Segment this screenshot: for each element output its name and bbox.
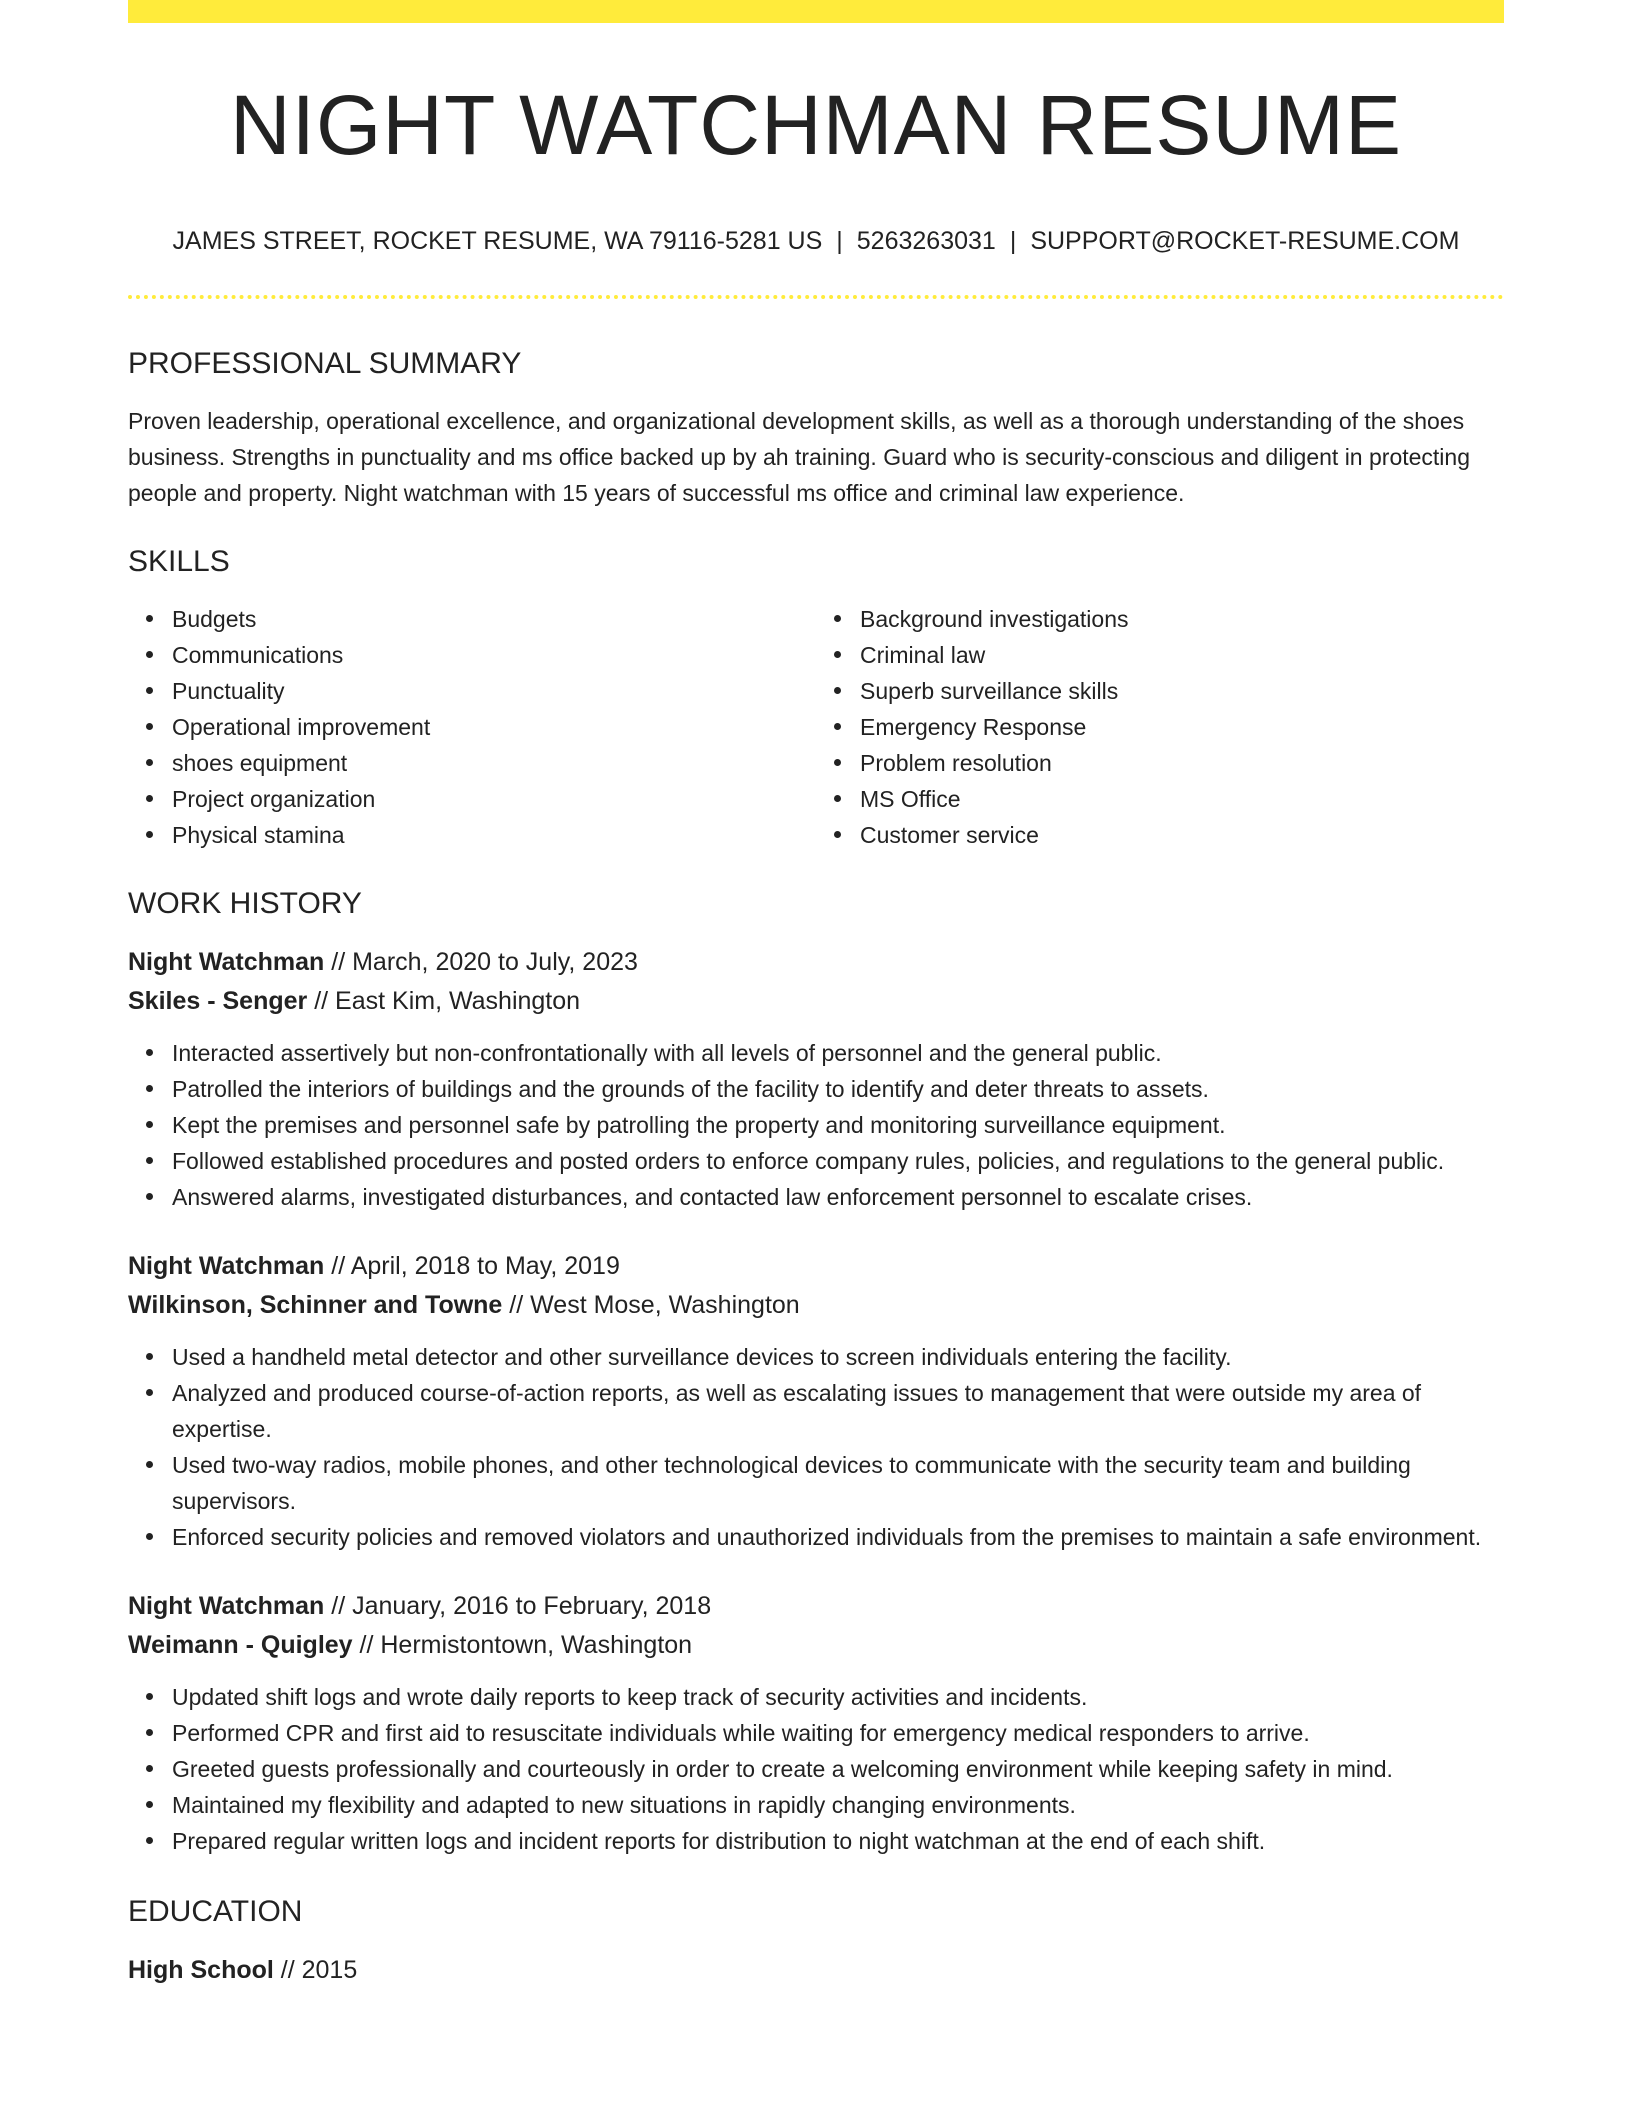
resume-page xyxy=(128,0,1504,1990)
job-company: Skiles - Senger xyxy=(128,987,308,1015)
skill-item: Emergency Response xyxy=(860,709,1504,745)
top-accent-bar xyxy=(128,0,1504,23)
job-dates: March, 2020 to July, 2023 xyxy=(352,948,638,976)
job-bullet: Enforced security policies and removed violators and unauthorized individuals from the premises to maintain a safe environment. xyxy=(172,1519,1504,1555)
contact-separator: | xyxy=(836,227,843,255)
skill-item: Superb surveillance skills xyxy=(860,673,1504,709)
skills-heading: SKILLS xyxy=(128,545,230,578)
job-bullets xyxy=(128,1679,1504,1859)
education-degree: High School xyxy=(128,1956,274,1984)
skill-item: Project organization xyxy=(172,781,816,817)
job-company-line xyxy=(128,1286,1504,1325)
skill-item: Punctuality xyxy=(172,673,816,709)
job-separator: // xyxy=(324,1252,351,1280)
job-role: Night Watchman xyxy=(128,948,325,976)
education-entry xyxy=(128,1951,1504,1990)
job-bullet: Answered alarms, investigated disturbances, and contacted law enforcement personnel to escalate crises. xyxy=(172,1179,1504,1215)
summary-text: Proven leadership, operational excellence, and organizational development skills, as well as a thorough understanding of the shoes business. Strengths in punctuality and ms office backed up by ah training. Guard who is security-conscious and diligent in protecting people and property. Night watchman with 15 years of successful ms office and criminal law experience. xyxy=(128,408,1470,506)
job-dates: January, 2016 to February, 2018 xyxy=(352,1592,712,1620)
skill-item: shoes equipment xyxy=(172,745,816,781)
job-entry xyxy=(128,943,1504,1215)
job-bullet: Maintained my flexibility and adapted to new situations in rapidly changing environments. xyxy=(172,1787,1504,1823)
contact-email: SUPPORT@ROCKET-RESUME.COM xyxy=(1030,227,1460,255)
job-bullet: Kept the premises and personnel safe by patrolling the property and monitoring surveillance equipment. xyxy=(172,1107,1504,1143)
skill-item: Criminal law xyxy=(860,637,1504,673)
job-bullet: Interacted assertively but non-confrontationally with all levels of personnel and the general public. xyxy=(172,1035,1504,1071)
contact-separator: | xyxy=(1009,227,1017,255)
job-separator: // xyxy=(352,1631,381,1659)
education-heading: EDUCATION xyxy=(128,1895,303,1928)
resume-title: NIGHT WATCHMAN RESUME xyxy=(229,78,1403,172)
skills-right-list xyxy=(816,601,1504,853)
job-bullet: Greeted guests professionally and courteously in order to create a welcoming environment while keeping safety in mind. xyxy=(172,1751,1504,1787)
job-bullet: Analyzed and produced course-of-action reports, as well as escalating issues to management that were outside my area of expertise. xyxy=(172,1375,1504,1447)
job-role-line xyxy=(128,1247,1504,1286)
summary-heading: PROFESSIONAL SUMMARY xyxy=(128,347,522,380)
job-bullet: Prepared regular written logs and incident reports for distribution to night watchman at the end of each shift. xyxy=(172,1823,1504,1859)
job-dates: April, 2018 to May, 2019 xyxy=(350,1252,620,1280)
job-bullet: Updated shift logs and wrote daily reports to keep track of security activities and incidents. xyxy=(172,1679,1504,1715)
skill-item: Operational improvement xyxy=(172,709,816,745)
job-bullet: Used a handheld metal detector and other surveillance devices to screen individuals entering the facility. xyxy=(172,1339,1504,1375)
job-separator: // xyxy=(307,987,336,1015)
skill-item: Customer service xyxy=(860,817,1504,853)
skill-item: Background investigations xyxy=(860,601,1504,637)
contact-address: JAMES STREET, ROCKET RESUME, WA 79116-5281 US xyxy=(172,227,823,255)
skill-item: Budgets xyxy=(172,601,816,637)
education-separator: // xyxy=(273,1956,302,1984)
skill-item: Physical stamina xyxy=(172,817,816,853)
job-bullet: Patrolled the interiors of buildings and the grounds of the facility to identify and deter threats to assets. xyxy=(172,1071,1504,1107)
job-bullet: Used two-way radios, mobile phones, and other technological devices to communicate with the security team and building supervisors. xyxy=(172,1447,1504,1519)
job-location: West Mose, Washington xyxy=(530,1291,800,1319)
skills-grid xyxy=(128,601,1504,853)
job-entry xyxy=(128,1587,1504,1859)
skills-left-list xyxy=(128,601,816,853)
job-company: Wilkinson, Schinner and Towne xyxy=(128,1291,503,1319)
job-bullet: Performed CPR and first aid to resuscitate individuals while waiting for emergency medical responders to arrive. xyxy=(172,1715,1504,1751)
job-role-line xyxy=(128,1587,1504,1626)
job-separator: // xyxy=(502,1291,531,1319)
job-location: Hermistontown, Washington xyxy=(380,1631,693,1659)
job-separator: // xyxy=(324,1592,353,1620)
job-location: East Kim, Washington xyxy=(335,987,581,1015)
job-entry xyxy=(128,1247,1504,1555)
work-history-heading: WORK HISTORY xyxy=(128,887,362,920)
contact-line xyxy=(128,229,1504,254)
job-bullet: Followed established procedures and posted orders to enforce company rules, policies, and regulations to the general public. xyxy=(172,1143,1504,1179)
education-year: 2015 xyxy=(301,1956,358,1984)
job-role: Night Watchman xyxy=(128,1252,325,1280)
job-role: Night Watchman xyxy=(128,1592,325,1620)
job-role-line xyxy=(128,943,1504,982)
skill-item: Problem resolution xyxy=(860,745,1504,781)
dotted-divider xyxy=(128,295,1504,299)
contact-phone: 5263263031 xyxy=(856,227,996,255)
skill-item: Communications xyxy=(172,637,816,673)
job-bullets xyxy=(128,1339,1504,1555)
job-company: Weimann - Quigley xyxy=(128,1631,353,1659)
job-separator: // xyxy=(324,948,353,976)
job-bullets xyxy=(128,1035,1504,1215)
job-company-line xyxy=(128,982,1504,1021)
job-company-line xyxy=(128,1626,1504,1665)
skill-item: MS Office xyxy=(860,781,1504,817)
